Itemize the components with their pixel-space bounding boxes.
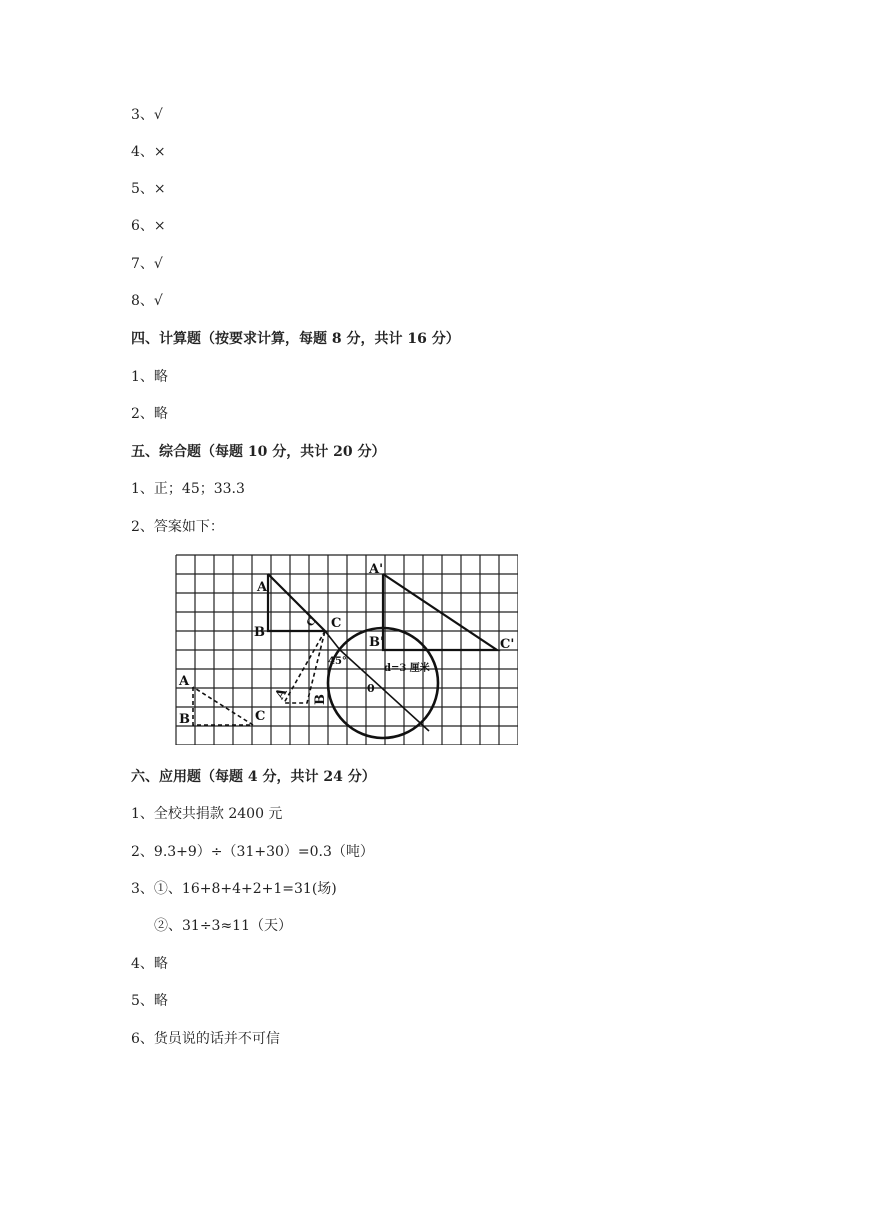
label-B3: B	[313, 694, 328, 705]
label-B1: B	[254, 625, 265, 640]
answer-line-5-1: 1、正；45；33.3	[131, 481, 245, 497]
section-heading-4: 四、计算题（按要求计算，每题 8 分，共计 16 分）	[131, 331, 460, 347]
label-B2: B	[179, 712, 190, 727]
answer-line-3-7: 7、√	[131, 256, 163, 272]
answer-line-3-4: 4、×	[131, 144, 166, 160]
answer-line-6-2: 2、9.3+9）÷（31+30）=0.3（吨）	[131, 844, 374, 860]
answer-line-3-8: 8、√	[131, 293, 163, 309]
label-A4: A'	[369, 562, 384, 577]
answer-line-3-6: 6、×	[131, 218, 166, 234]
answer-line-3-5: 5、×	[131, 181, 166, 197]
answer-line-6-3b: ②、31÷3≈11（天）	[154, 918, 292, 934]
section-heading-5: 五、综合题（每题 10 分，共计 20 分）	[131, 444, 386, 460]
answer-line-3-3: 3、√	[131, 107, 163, 123]
triangle-translated	[193, 687, 253, 725]
label-A2: A	[179, 674, 190, 689]
label-angle: 45°	[328, 656, 347, 667]
label-diameter: d=3 厘米	[384, 663, 430, 674]
label-C1: C	[331, 616, 342, 631]
label-center: 0	[367, 682, 375, 695]
label-A1: A	[257, 580, 268, 595]
label-B4: B'	[369, 635, 384, 650]
answer-line-5-2: 2、答案如下：	[131, 519, 224, 535]
answer-line-6-4: 4、略	[131, 956, 168, 972]
label-C2: C	[255, 709, 266, 724]
geometry-grid-figure	[174, 553, 518, 745]
answer-line-4-1: 1、略	[131, 369, 168, 385]
answer-line-6-5: 5、略	[131, 993, 168, 1009]
section-heading-6: 六、应用题（每题 4 分，共计 24 分）	[131, 769, 376, 785]
label-A3: A	[272, 685, 291, 702]
radius-tick	[325, 631, 340, 650]
answer-line-6-6: 6、货员说的话并不可信	[131, 1031, 280, 1047]
label-C3: C	[305, 616, 319, 629]
label-C4: C'	[500, 637, 515, 652]
answer-line-6-3a: 3、①、16+8+4+2+1=31(场)	[131, 881, 337, 897]
answer-line-4-2: 2、略	[131, 406, 168, 422]
answer-line-6-1: 1、全校共捐款 2400 元	[131, 806, 283, 822]
